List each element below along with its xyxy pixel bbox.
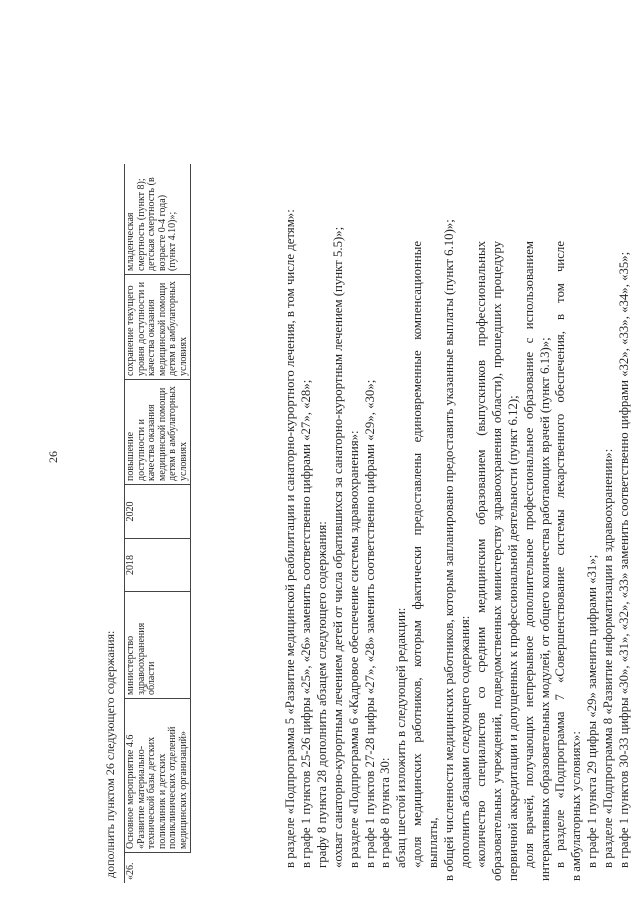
paragraph: в графе 1 пунктов 27-28 цифры «27», «28» заменить соответственно цифрами «29», «30»; [362, 379, 377, 868]
paragraph: в амбулаторных условиях»: [569, 731, 584, 881]
paragraph: первичной аккредитации и допущенных к профессиональной деятельности (пункт 6.12); [505, 395, 520, 881]
paragraph: в разделе «Подпрограмма 6 «Кадровое обеспечение системы здравоохранения»: [346, 430, 361, 868]
paragraph: «охват санаторно-курортным лечением детей от числа обратившихся за санаторно-курортным лечением (пункт 5.5)»; [330, 226, 345, 868]
measures-table [124, 164, 191, 883]
paragraph: графу 8 пункта 28 дополнить абзацем следующего содержания: [314, 521, 329, 868]
year-end: 2020 [125, 485, 191, 539]
paragraph: в разделе «Подпрограмма 5 «Развитие медицинской реабилитации и санаторно-курортного лечения, в том числе детям»: [283, 209, 297, 868]
executor: министерство здравоохранения области [125, 592, 191, 699]
paragraph: «доля медицинских работников, которым фактически предоставлены единовременные компенсационные выплаты, [410, 241, 441, 868]
paragraph: в общей численности медицинских работников, которым запланировано предоставить указанные выплаты (пункт 6.10)»; [442, 219, 457, 881]
paragraph: доля врачей, получающих непрерывное дополнительное профессиональное образование с использованием [521, 241, 536, 868]
paragraph: в графе 1 пунктов 30-33 цифры «30», «31», «32», «33» заменить соответственно цифрами «32», «33», «34», «35»; [617, 251, 632, 868]
measure-name: Основное мероприятие 4.6 «Развитие материально-технической базы детских поликлиник и детских поликлинических отделений медицинских организаций» [125, 699, 191, 853]
paragraph: в графе 8 пункта 30: [378, 757, 393, 868]
table-row [125, 164, 191, 883]
paragraph: в разделе «Подпрограмма 7 «Совершенствование системы лекарственного обеспечения, в том числе [553, 241, 568, 868]
paragraph: в разделе «Подпрограмма 8 «Развитие информатизации в здравоохранении»: [601, 448, 616, 868]
paragraph: образовательных учреждений, подведомственных министерству здравоохранения области), прошедших процедуру [489, 241, 504, 881]
paragraph: абзац шестой изложить в следующей редакции: [394, 607, 409, 868]
expected-result: сохранение текущего уровня доступности и качества оказания медицинской помощи детям в амбулаторных условиях [125, 275, 191, 380]
year-start: 2018 [125, 539, 191, 592]
paragraph: «количество специалистов со средним медицинским образованием (выпускников профессиональных [473, 241, 488, 868]
paragraph: в графе 1 пункта 29 цифры «29» заменить цифрами «31»; [585, 554, 600, 868]
paragraph: интерактивных образовательных модулей, от общего количества работающих врачей (пункт 6.13)»; [537, 337, 552, 881]
goal: повышение доступности и качества оказания медицинской помощи детям в амбулаторных условиях [125, 380, 191, 485]
intro-line: дополнить пунктом 26 следующего содержания: [103, 630, 117, 878]
document-body [283, 209, 633, 881]
page-number: 26 [46, 451, 60, 463]
paragraph: дополнить абзацами следующего содержания: [457, 615, 472, 868]
row-number: «26. [125, 853, 191, 884]
indicators: младенческая смертность (пункт 8); детская смертность (в возрасте 0-4 года) (пункт 4.10)»; [125, 164, 191, 275]
paragraph: в графе 1 пунктов 25-26 цифры «25», «26» заменить соответственно цифрами «27», «28»; [298, 379, 313, 868]
